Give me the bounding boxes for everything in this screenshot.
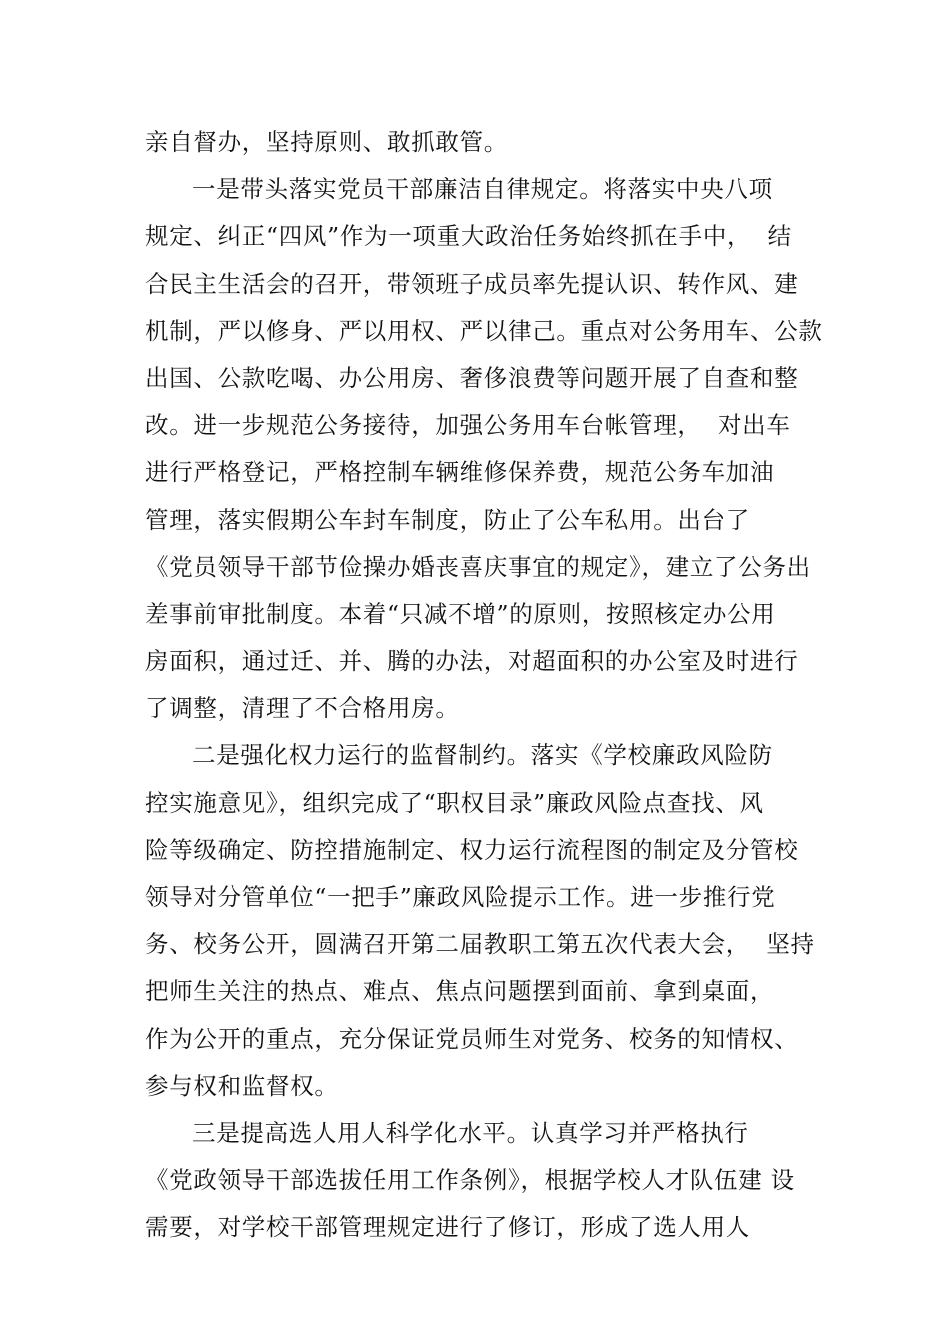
text-line: 改。进一步规范公务接待，加强公务用车台帐管理， 对出车	[145, 411, 791, 440]
text-line: 合民主生活会的召开，带领班子成员率先提认识、转作风、建	[145, 269, 799, 298]
text-line: 出国、公款吃喝、办公用房、奢侈浪费等问题开展了自查和整	[145, 363, 799, 392]
text-line: 《党政领导干部选拔任用工作条例》，根据学校人才队伍建 设	[145, 1166, 795, 1195]
text-line: 参与权和监督权。	[145, 1071, 339, 1100]
text-line: 险等级确定、防控措施制定、权力运行流程图的制定及分管校	[145, 835, 799, 864]
paragraph-start-line: 三是提高选人用人科学化水平。认真学习并严格执行	[192, 1118, 749, 1147]
text-line: 控实施意见》，组织完成了“职权目录”廉政风险点查找、风	[145, 788, 764, 817]
text-line: 管理，落实假期公车封车制度，防止了公车私用。出台了	[145, 505, 750, 534]
text-line: 机制，严以修身、严以用权、严以律己。重点对公务用车、公款	[145, 316, 823, 345]
paragraph-start-line: 二是强化权力运行的监督制约。落实《学校廉政风险防	[192, 741, 773, 770]
document-body	[145, 119, 825, 1252]
text-line: 亲自督办，坚持原则、敢抓敢管。	[145, 128, 508, 156]
text-line: 进行严格登记，严格控制车辆维修保养费，规范公务车加油	[145, 458, 775, 487]
text-line: 把师生关注的热点、难点、焦点问题摆到面前、拿到桌面，	[145, 977, 775, 1006]
paragraph-start-line: 一是带头落实党员干部廉洁自律规定。将落实中央八项	[192, 175, 773, 204]
text-line: 房面积，通过迁、并、腾的办法，对超面积的办公室及时进行	[145, 647, 799, 676]
text-line: 规定、纠正“四风”作为一项重大政治任务始终抓在手中， 结	[145, 222, 792, 251]
text-line: 需要，对学校干部管理规定进行了修订，形成了选人用人	[145, 1213, 750, 1242]
text-line: 领导对分管单位“一把手”廉政风险提示工作。进一步推行党	[145, 883, 776, 911]
text-line: 务、校务公开，圆满召开第二届教职工第五次代表大会， 坚持	[145, 930, 815, 959]
text-line: 作为公开的重点，充分保证党员师生对党务、校务的知情权、	[145, 1024, 799, 1053]
text-line: 差事前审批制度。本着“只减不增”的原则，按照核定办公用	[145, 599, 776, 628]
text-line: 《党员领导干部节俭操办婚丧喜庆事宜的规定》，建立了公务出	[145, 552, 811, 581]
text-line: 了调整，清理了不合格用房。	[145, 694, 460, 723]
